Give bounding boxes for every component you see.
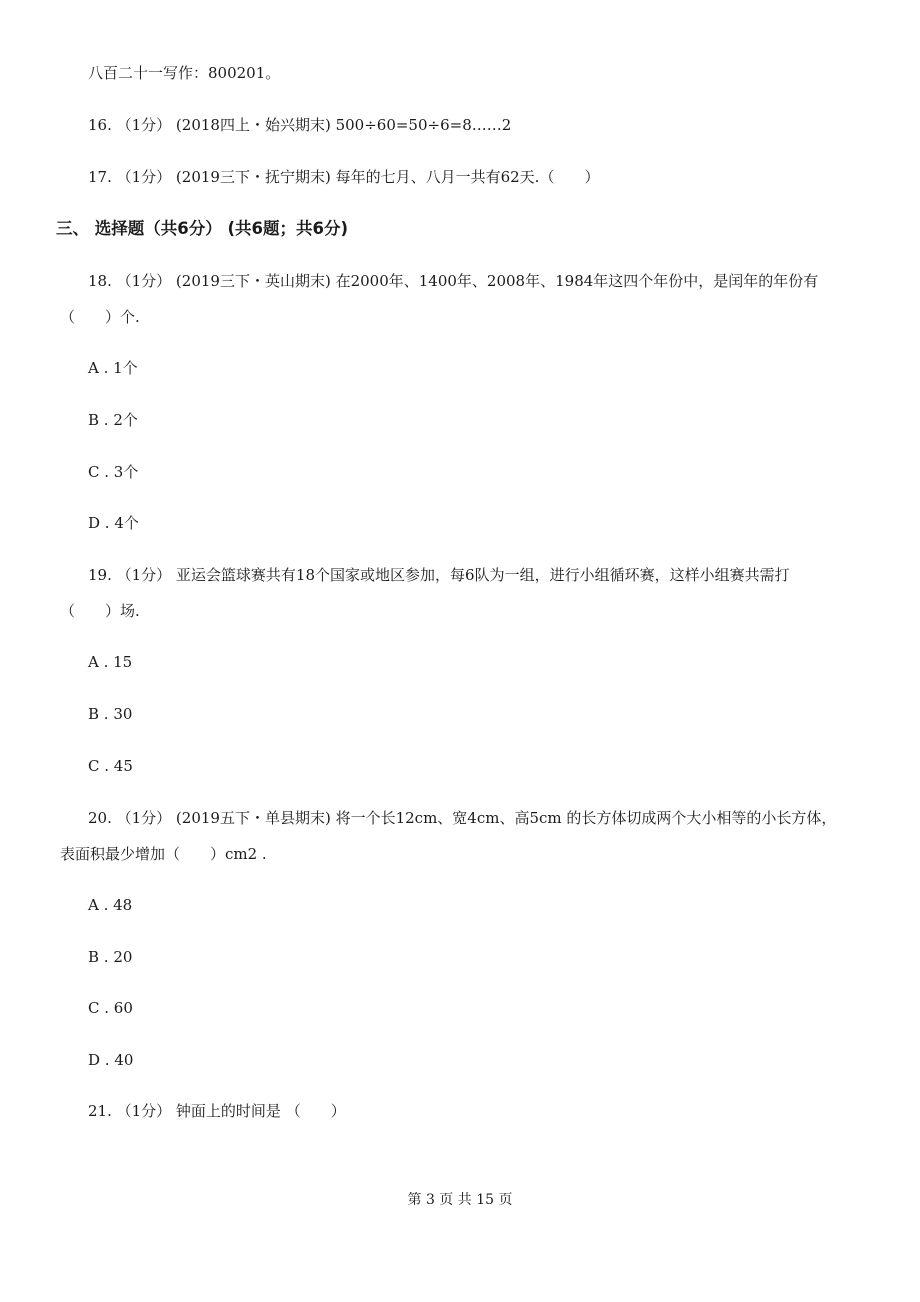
- question-18-option-c: C . 3个: [88, 463, 139, 481]
- page-footer: 第 3 页 共 15 页: [407, 1192, 513, 1208]
- question-18-option-d: D . 4个: [88, 514, 139, 532]
- question-17: 17. （1分） (2019三下・抚宁期末) 每年的七月、八月一共有62天.（ ）: [88, 168, 600, 186]
- question-20-option-c: C . 60: [88, 999, 133, 1017]
- question-19-option-c: C . 45: [88, 757, 133, 775]
- question-18-line-2: （ ）个.: [60, 308, 140, 326]
- question-20-option-b: B . 20: [88, 948, 133, 966]
- question-16: 16. （1分） (2018四上・始兴期末) 500÷60=50÷6=8……2: [88, 116, 512, 134]
- question-19-option-b: B . 30: [88, 705, 133, 723]
- question-20-line-1: 20. （1分） (2019五下・单县期末) 将一个长12cm、宽4cm、高5cm 的长方体切成两个大小相等的小长方体，: [88, 809, 837, 827]
- question-20-line-2: 表面积最少增加（ ）cm2 .: [60, 845, 267, 863]
- question-20-option-d: D . 40: [88, 1051, 134, 1069]
- question-18-option-b: B . 2个: [88, 411, 138, 429]
- question-18-line-1: 18. （1分） (2019三下・英山期末) 在2000年、1400年、2008年、1984年这四个年份中，是闰年的年份有: [88, 272, 819, 290]
- question-19-line-1: 19. （1分） 亚运会篮球赛共有18个国家或地区参加，每6队为一组，进行小组循环赛，这样小组赛共需打: [88, 566, 790, 584]
- previous-answer-text: 八百二十一写作：800201。: [88, 64, 281, 82]
- section-3-heading: 三、 选择题（共6分） (共6题；共6分): [56, 219, 349, 238]
- question-18-option-a: A . 1个: [88, 359, 138, 377]
- question-19-line-2: （ ）场.: [60, 602, 140, 620]
- question-19-option-a: A . 15: [88, 653, 133, 671]
- question-21: 21. （1分） 钟面上的时间是 （ ）: [88, 1102, 346, 1120]
- question-20-option-a: A . 48: [88, 896, 133, 914]
